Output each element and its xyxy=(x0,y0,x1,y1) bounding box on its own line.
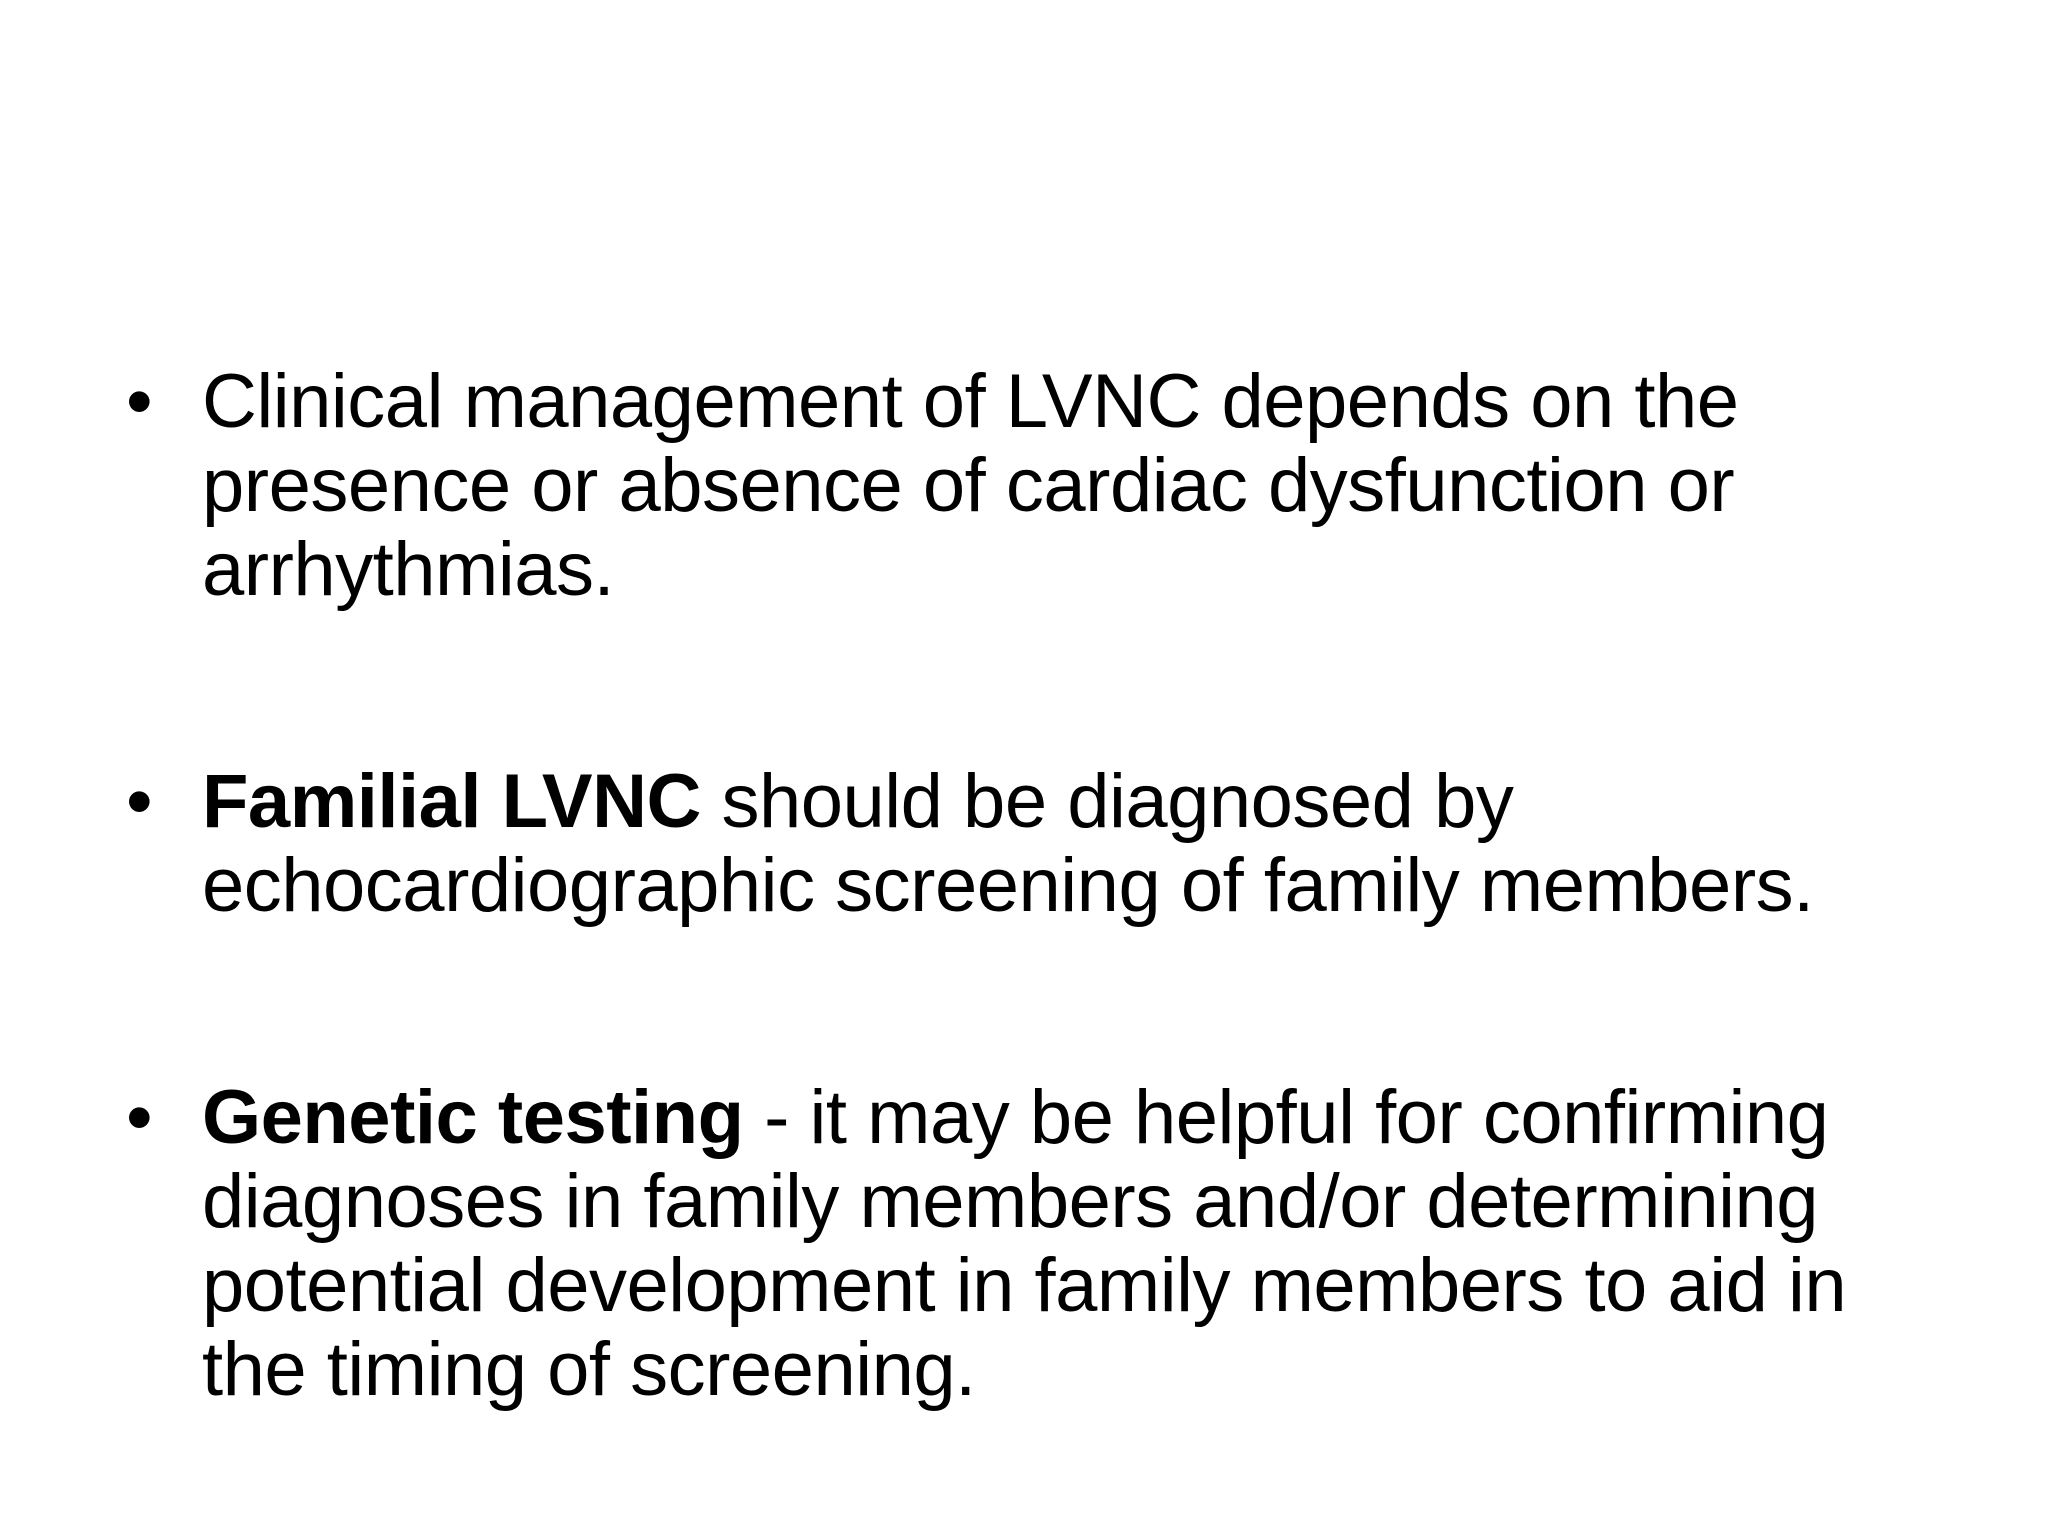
bullet-text: - it may be helpful for confirming diagnoses in family members and/or determining potential development in family members to aid in the timing of screening. xyxy=(202,1075,1847,1412)
bullet-list xyxy=(120,360,1960,1412)
bullet-item-clinical-management xyxy=(120,360,1960,612)
bullet-dot-icon: • xyxy=(126,359,153,444)
bullet-bold-text: Familial LVNC xyxy=(202,759,701,844)
bullet-dot-icon: • xyxy=(126,759,153,844)
bullet-dot-icon: • xyxy=(126,1075,153,1160)
bullet-bold-text: Genetic testing xyxy=(202,1075,744,1160)
bullet-item-familial-lvnc xyxy=(120,760,1960,928)
bullet-item-genetic-testing xyxy=(120,1076,1960,1412)
bullet-text: should be diagnosed by echocardiographic screening of family members. xyxy=(202,759,1814,928)
bullet-text: Clinical management of LVNC depends on the presence or absence of cardiac dysfunction or arrhythmias. xyxy=(202,359,1739,612)
